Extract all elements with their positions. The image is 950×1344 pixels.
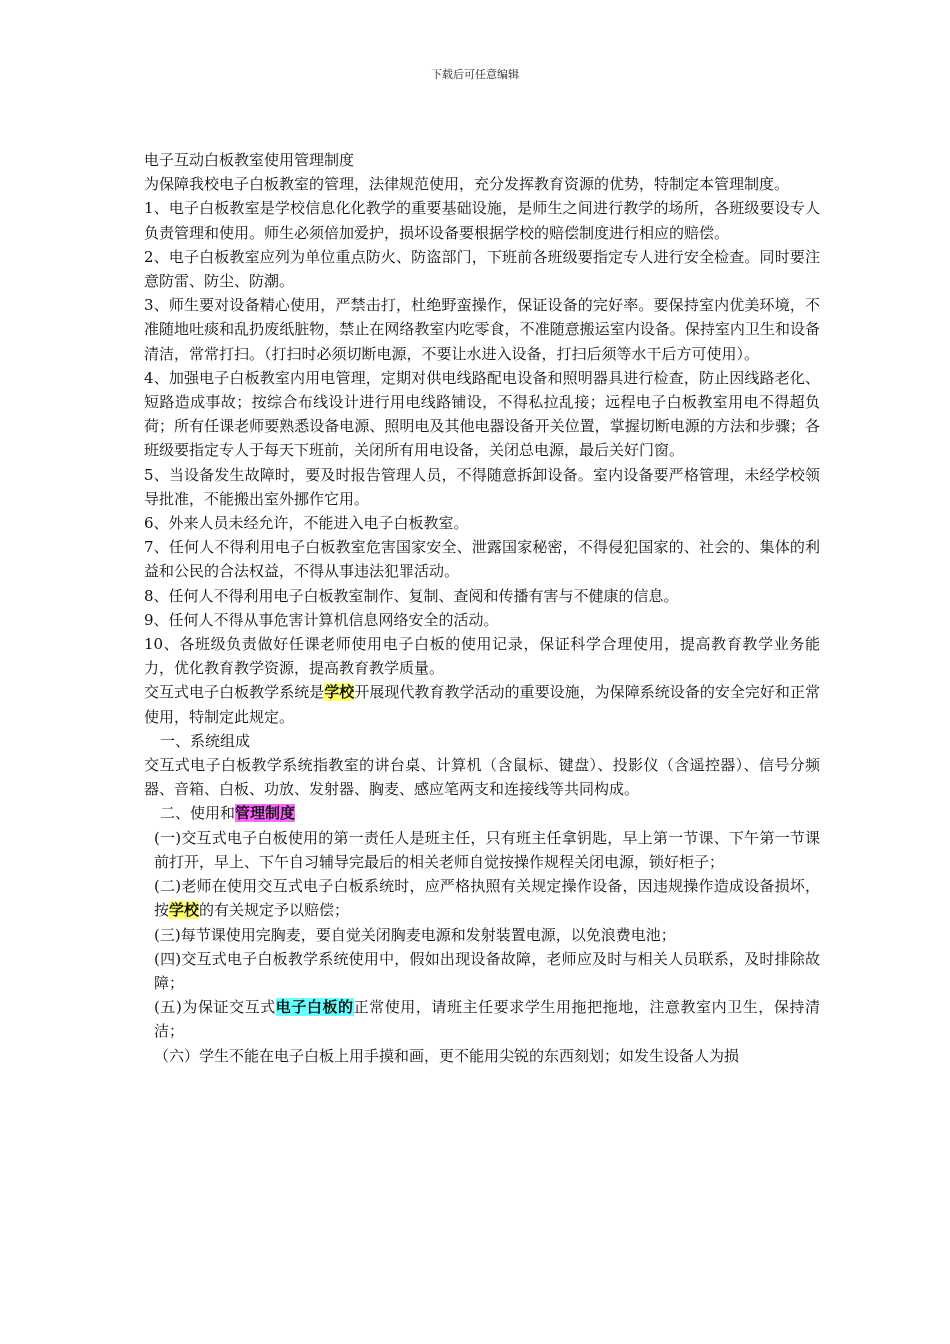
section2-intro — [144, 680, 820, 728]
usage-item: (一)交互式电子白板使用的第一责任人是班主任，只有班主任拿钥匙，早上第一节课、下午第一节课前打开，早上、下午自习辅导完最后的相关老师自觉按操作规程关闭电源，锁好柜子； — [154, 828, 820, 871]
usage-item: (三)每节课使用完胸麦，要自觉关闭胸麦电源和发射装置电源，以免浪费电池； — [154, 925, 676, 944]
rule-item: 6、外来人员未经允许，不能进入电子白板教室。 — [144, 514, 469, 533]
text-run: 正常使用，请班主任要求学生用拖把拖地，注意教室内卫生，保持清洁； — [154, 998, 820, 1041]
text-run: (五)为保证交互式 — [154, 998, 276, 1017]
composition-paragraph: 交互式电子白板教学系统指教室的讲台桌、计算机（含鼠标、键盘）、投影仪（含遥控器）、信号分频器、音箱、白板、功放、发射器、胸麦、感应笔两支和连接线等共同构成。 — [144, 756, 820, 799]
highlighted-term: 学校 — [169, 901, 200, 920]
rule-item: 1、电子白板教室是学校信息化化教学的重要基础设施，是师生之间进行教学的场所，各班级要设专人负责管理和使用。师生必须倍加爱护，损坏设备要根据学校的赔偿制度进行相应的赔偿。 — [144, 199, 820, 242]
text-run: (二)老师在使用交互式电子白板系统时，应严格执照有关规定操作设备，因违规操作造成设备损坏，按 — [154, 877, 820, 920]
usage-item — [144, 874, 820, 922]
usage-item: （六）学生不能在电子白板上用手摸和画，更不能用尖锐的东西刻划；如发生设备人为损 — [154, 1046, 740, 1065]
text-run: 开展现代教育教学活动的重要设施，为保障系统设备的安全完好和正常使用，特制定此规定。 — [144, 683, 820, 726]
highlighted-term: 管理制度 — [235, 804, 296, 823]
rule-item: 7、任何人不得利用电子白板教室危害国家安全、泄露国家秘密，不得侵犯国家的、社会的、集体的利益和公民的合法权益，不得从事违法犯罪活动。 — [144, 538, 820, 581]
rule-item: 8、任何人不得利用电子白板教室制作、复制、查阅和传播有害与不健康的信息。 — [144, 586, 679, 605]
highlighted-term: 学校 — [324, 683, 355, 702]
rule-item: 3、师生要对设备精心使用，严禁击打，杜绝野蛮操作，保证设备的完好率。要保持室内优美环境，不准随地吐痰和乱扔废纸脏物，禁止在网络教室内吃零食，不准随意搬运室内设备。保持室内卫生和设备清洁，常常打扫。（打扫时必须切断电源，不要让水进入设备，打扫后须等水干后方可使用）。 — [144, 296, 820, 363]
section-heading-2 — [144, 801, 820, 825]
text-run: 的有关规定予以赔偿； — [199, 901, 350, 920]
rule-item: 10、各班级负责做好任课老师使用电子白板的使用记录，保证科学合理使用，提高教育教学业务能力，优化教育教学资源，提高教育教学质量。 — [144, 635, 820, 678]
section-heading-1: 一、系统组成 — [160, 731, 251, 750]
document-title: 电子互动白板教室使用管理制度 — [144, 151, 355, 169]
page-header: 下载后可任意编辑 — [431, 68, 519, 81]
rule-item: 2、电子白板教室应列为单位重点防火、防盗部门，下班前各班级要指定专人进行安全检查。同时要注意防雷、防尘、防潮。 — [144, 247, 820, 291]
usage-item — [144, 995, 820, 1043]
rule-item: 9、任何人不得从事危害计算机信息网络安全的活动。 — [144, 610, 499, 629]
rule-item: 4、加强电子白板教室内用电管理，定期对供电线路配电设备和照明器具进行检查，防止因线路老化、短路造成事故；按综合布线设计进行用电线路铺设，不得私拉乱接；远程电子白板教室用电不得超负荷；所有任课老师要熟悉设备电源、照明电及其他电器设备开关位置，掌握切断电源的方法和步骤；各班级要指定专人于每天下班前，关闭所有用电设备，关闭总电源，最后关好门窗。 — [144, 368, 820, 460]
text-run: 交互式电子白板教学系统是 — [144, 683, 325, 702]
text-run: 二、使用和 — [160, 804, 236, 823]
usage-item: (四)交互式电子白板教学系统使用中，假如出现设备故障，老师应及时与相关人员联系，及时排除故障； — [154, 949, 820, 992]
document-body — [144, 148, 820, 1068]
highlighted-term: 电子白板的 — [275, 998, 354, 1017]
rule-item: 5、当设备发生故障时，要及时报告管理人员，不得随意拆卸设备。室内设备要严格管理，未经学校领导批准，不能搬出室外挪作它用。 — [144, 465, 820, 508]
intro-paragraph: 为保障我校电子白板教室的管理，法律规范使用，充分发挥教育资源的优势，特制定本管理制度。 — [144, 175, 790, 194]
